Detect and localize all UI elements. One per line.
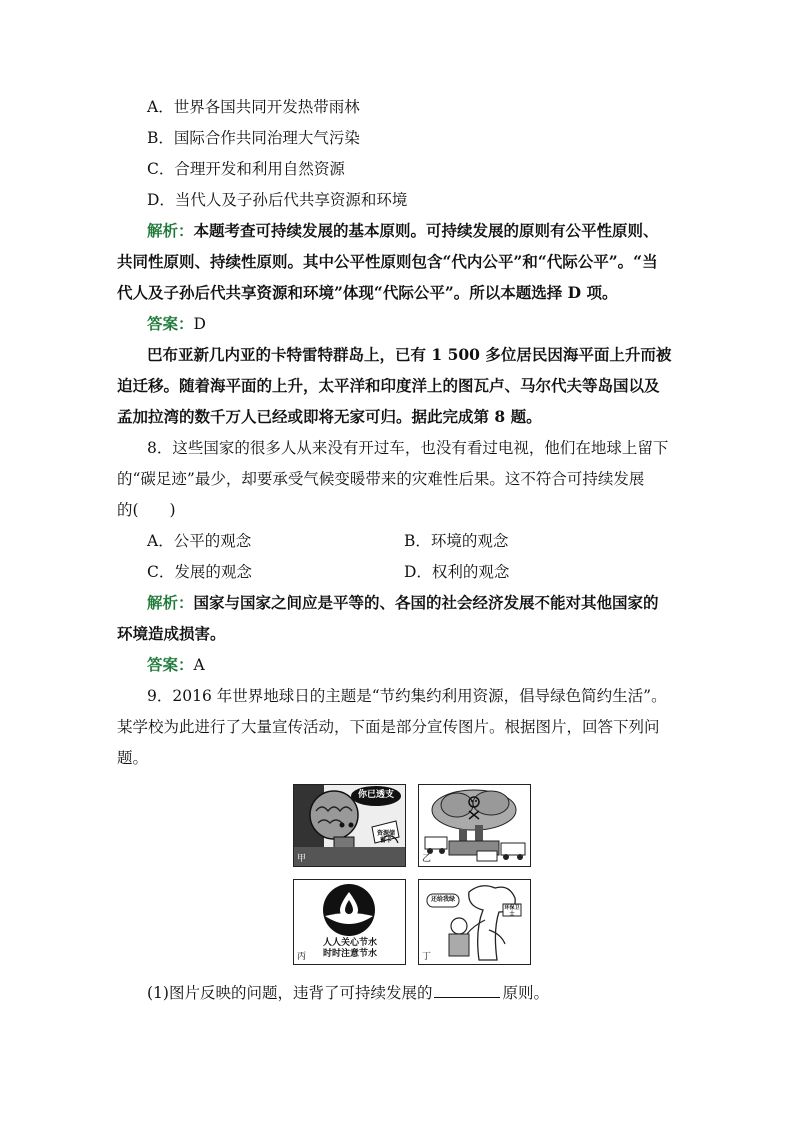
pollution-cloud-illustration bbox=[419, 785, 530, 866]
picture-ding bbox=[418, 879, 531, 965]
option-c-q7: C．合理开发和利用自然资源 bbox=[147, 160, 345, 178]
picture-label: 丙 bbox=[297, 952, 307, 962]
analysis-label: 解析： bbox=[147, 593, 194, 612]
speech-text: 还给我绿 bbox=[430, 896, 455, 903]
passage-line-3: 孟加拉湾的数千万人已经或即将无家可归。据此完成第 8 题。 bbox=[117, 407, 542, 426]
q9-line-2: 某学校为此进行了大量宣传活动，下面是部分宣传图片。根据图片，回答下列问 bbox=[117, 718, 660, 736]
answer-label: 答案： bbox=[147, 655, 194, 674]
option-d-q8: D．权利的观念 bbox=[404, 563, 510, 581]
picture-label: 丁 bbox=[422, 952, 432, 962]
picture-jia bbox=[293, 784, 406, 867]
option-d-q7: D．当代人及子孙后代共享资源和环境 bbox=[147, 191, 408, 209]
answer-label: 答案： bbox=[147, 314, 194, 333]
analysis-q7-line-3: 代人及子孙后代共享资源和环境”体现“代际公平”。所以本题选择 D 项。 bbox=[117, 283, 618, 302]
analysis-q8-line-2: 环境造成损害。 bbox=[117, 624, 226, 643]
analysis-q8-line-1: 解析：国家与国家之间应是平等的、各国的社会经济发展不能对其他国家的 bbox=[147, 593, 659, 612]
bubble-text: 你已透支 bbox=[357, 790, 394, 800]
option-c-q8: C．发展的观念 bbox=[147, 563, 252, 581]
q9-sub1: (1)图片反映的问题，违背了可持续发展的 原则。 bbox=[147, 984, 549, 1002]
option-b-q7: B．国际合作共同治理大气污染 bbox=[147, 129, 360, 147]
sign-text: 环保卫士 bbox=[504, 905, 520, 917]
analysis-label: 解析： bbox=[147, 221, 194, 240]
analysis-q7-line-2: 共同性原则、持续性原则。其中公平性原则包含“代内公平”和“代际公平”。“当 bbox=[117, 252, 658, 271]
q9-line-3: 题。 bbox=[117, 749, 149, 767]
q8-line-3: 的( ) bbox=[117, 501, 176, 519]
q8-line-1: 8．这些国家的很多人从来没有开过车，也没有看过电视，他们在地球上留下 bbox=[147, 439, 669, 457]
passage-line-1: 巴布亚新几内亚的卡特雷特群岛上，已有 1 500 多位居民因海平面上升而被 bbox=[147, 345, 672, 364]
logo-slogan-2: 时时注意节水 bbox=[322, 949, 377, 959]
picture-bing bbox=[293, 879, 406, 965]
tree-cartoon-illustration bbox=[419, 880, 530, 964]
option-b-q8: B．环境的观念 bbox=[404, 532, 509, 550]
answer-blank[interactable] bbox=[434, 983, 500, 998]
answer-q8: 答案：A bbox=[147, 655, 205, 674]
q9-line-1: 9．2016 年世界地球日的主题是“节约集约利用资源，倡导绿色简约生活”。 bbox=[147, 687, 667, 705]
answer-q7: 答案：D bbox=[147, 314, 206, 333]
picture-label: 甲 bbox=[297, 854, 307, 864]
q8-line-2: 的“碳足迹”最少，却要承受气候变暖带来的灾难性后果。这不符合可持续发展 bbox=[117, 470, 645, 488]
passage-line-2: 迫迁移。随着海平面的上升，太平洋和印度洋上的图瓦卢、马尔代夫等岛国以及 bbox=[117, 376, 660, 395]
logo-slogan-1: 人人关心节水 bbox=[322, 938, 377, 948]
card-text: 资源储蓄卡 bbox=[376, 830, 395, 844]
analysis-q7-line-1: 解析：本题考查可持续发展的基本原则。可持续发展的原则有公平性原则、 bbox=[147, 221, 659, 240]
picture-yi bbox=[418, 784, 531, 867]
option-a-q7: A．世界各国共同开发热带雨林 bbox=[147, 98, 360, 116]
picture-label: 乙 bbox=[422, 854, 432, 864]
option-a-q8: A．公平的观念 bbox=[147, 532, 252, 550]
